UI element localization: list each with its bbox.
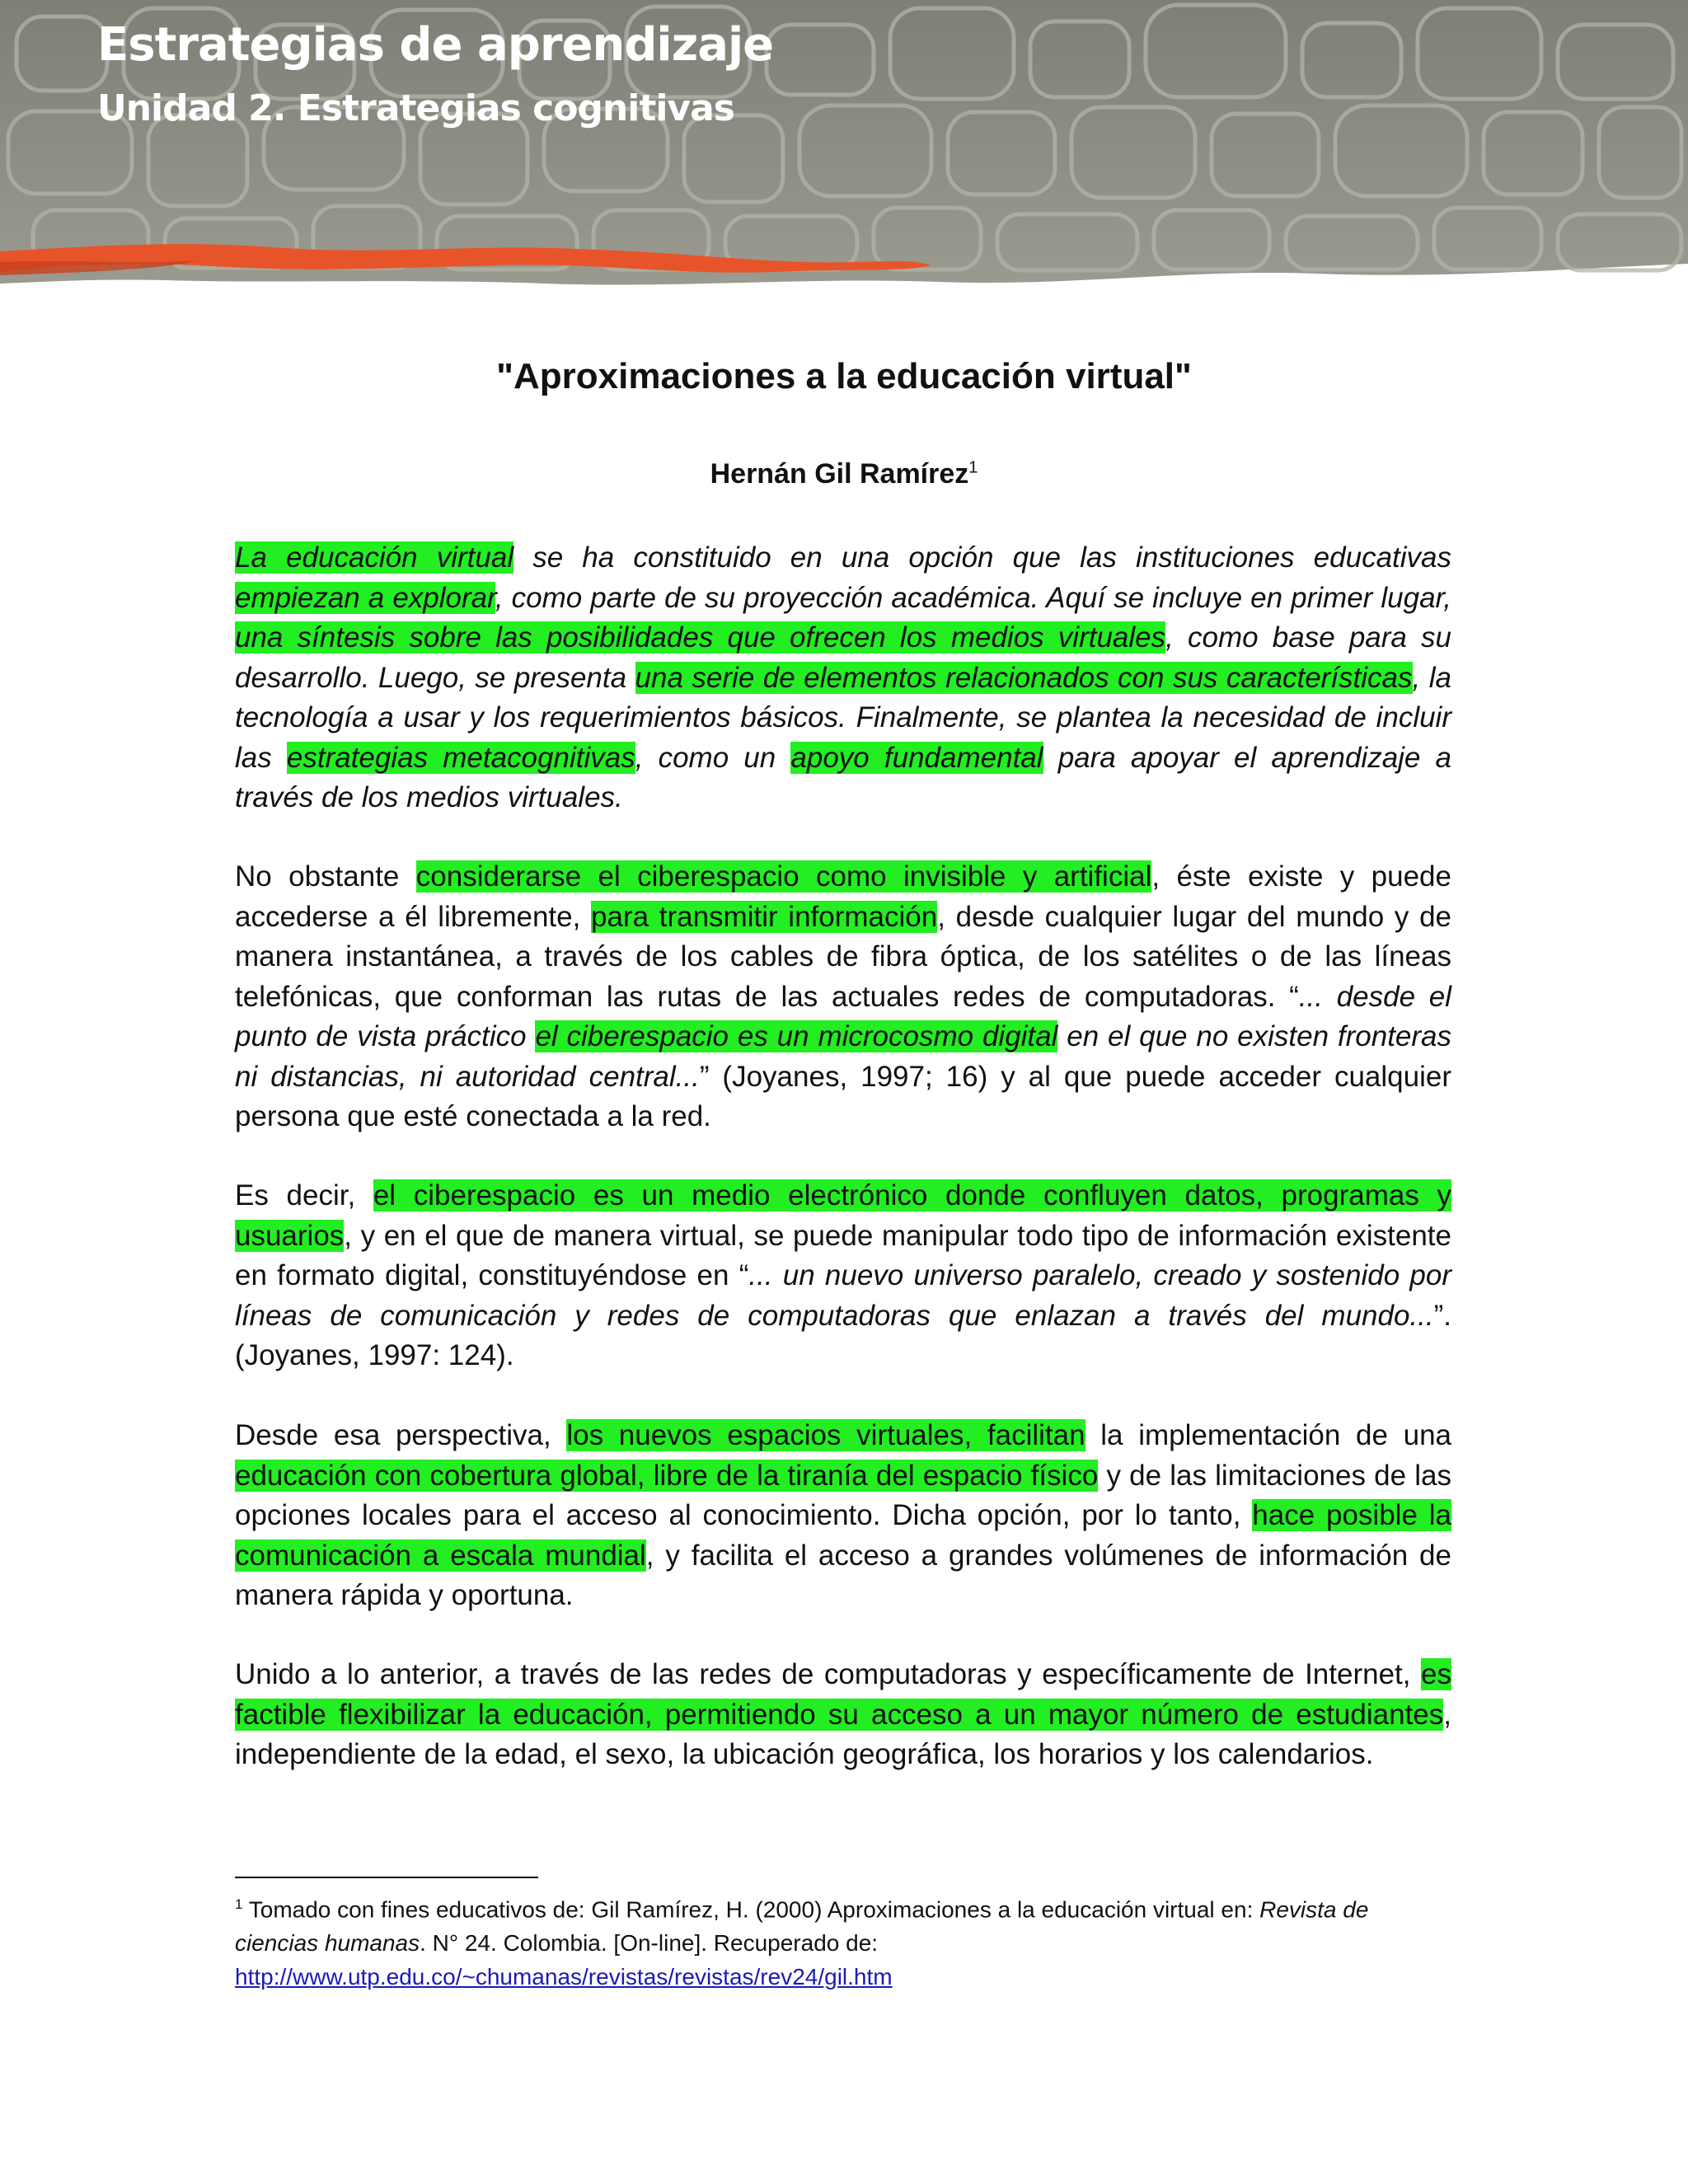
text-run: , éste existe y puede accederse a él libremente,: [235, 860, 1451, 933]
highlighted-text: hace posible la comunicación a escala mundial: [235, 1499, 1451, 1572]
highlighted-text: una serie de elementos relacionados con sus características: [635, 661, 1413, 694]
highlighted-text: los nuevos espacios virtuales, facilitan: [566, 1419, 1085, 1451]
text-run: , y en el que de manera virtual, se puede manipular todo tipo de información existente en formato digital, constituyéndose en “: [235, 1219, 1451, 1291]
author-line: [0, 458, 1688, 490]
footnote-text-end: . N° 24. Colombia. [On-line]. Recuperado de:: [420, 1930, 879, 1957]
text-run: y de las limitaciones de las opciones locales para el acceso al conocimiento. Dicha opción, por lo tanto,: [235, 1459, 1451, 1531]
text-run: ” (Joyanes, 1997; 16) y al que puede acceder cualquier persona que esté conectada a la red.: [235, 1060, 1451, 1132]
text-run: Desde esa perspectiva,: [235, 1419, 567, 1451]
abstract-paragraph: [235, 538, 1451, 818]
highlighted-text: estrategias metacognitivas: [286, 741, 635, 774]
paragraph-text: [235, 538, 1451, 818]
highlighted-text: el ciberespacio es un medio electrónico donde confluyen datos, programas y usuarios: [235, 1179, 1451, 1252]
author-name: Hernán Gil Ramírez: [710, 458, 969, 490]
footnote-text: Tomado con fines educativos de: Gil Ramírez, H. (2000) Aproximaciones a la educación virtual en:: [242, 1896, 1260, 1923]
text-run: ”. (Joyanes, 1997: 124).: [235, 1299, 1451, 1371]
text-run: , como un: [635, 741, 791, 774]
text-run: , como base para su desarrollo. Luego, se presenta: [235, 621, 1451, 694]
highlighted-text: considerarse el ciberespacio como invisible y artificial: [415, 860, 1152, 893]
text-run: , la tecnología a usar y los requerimientos básicos. Finalmente, se plantea la necesidad de incluir las: [235, 661, 1451, 774]
highlighted-text: La educación virtual: [235, 541, 514, 574]
text-run: , desde cualquier lugar del mundo y de manera instantánea, a través de los cables de fibra óptica, de los satélites o de las líneas telefónicas, que conforman las rutas de las actuales redes de computadoras. “: [235, 900, 1452, 1013]
highlighted-text: es factible flexibilizar la educación, permitiendo su acceso a un mayor número de estudiantes: [235, 1658, 1451, 1731]
text-run: se ha constituido en una opción que las instituciones educativas: [513, 541, 1451, 574]
text-run: la implementación de una: [1085, 1419, 1452, 1451]
highlighted-text: educación con cobertura global, libre de la tiranía del espacio físico: [235, 1459, 1099, 1492]
text-run: No obstante: [235, 860, 416, 893]
paragraph-text: [235, 1416, 1451, 1616]
author-footnote-marker: 1: [968, 458, 978, 477]
paragraph-text: [235, 1176, 1451, 1376]
text-run: Es decir,: [235, 1179, 373, 1212]
unit-title: Unidad 2. Estrategias cognitivas: [97, 87, 734, 129]
text-run: ... desde el punto de vista práctico: [235, 980, 1451, 1052]
highlighted-text: una síntesis sobre las posibilidades que ofrecen los medios virtuales: [235, 621, 1166, 654]
text-run: , como parte de su proyección académica. Aquí se incluye en primer lugar,: [495, 581, 1451, 614]
body-paragraph: [235, 1416, 1451, 1616]
highlighted-text: apoyo fundamental: [790, 741, 1043, 774]
footnote-marker: 1: [235, 1896, 243, 1912]
text-run: ... un nuevo universo paralelo, creado y sostenido por líneas de comunicación y redes de computadoras que enlazan a través del mundo...: [235, 1259, 1451, 1332]
text-run: en el que no existen fronteras ni distancias, ni autoridad central...: [235, 1020, 1452, 1093]
paragraph-text: [235, 857, 1451, 1137]
text-run: , y facilita el acceso a grandes volúmenes de información de manera rápida y oportuna.: [235, 1539, 1451, 1611]
body-paragraph: [235, 1176, 1451, 1376]
text-run: Unido a lo anterior, a través de las redes de computadoras y específicamente de Internet,: [235, 1658, 1422, 1690]
footnote-source: Revista de ciencias humanas: [235, 1896, 1369, 1957]
highlighted-text: empiezan a explorar: [235, 581, 495, 614]
body-paragraph: [235, 857, 1451, 1137]
article-title: "Aproximaciones a la educación virtual": [496, 356, 1192, 396]
course-title: Estrategias de aprendizaje: [97, 18, 774, 72]
footnote-link[interactable]: http://www.utp.edu.co/~chumanas/revistas/revistas/rev24/gil.htm: [235, 1964, 893, 1990]
highlighted-text: el ciberespacio es un microcosmo digital: [535, 1020, 1058, 1052]
paragraph-text: [235, 1655, 1451, 1775]
highlighted-text: para transmitir información: [591, 900, 938, 933]
text-run: para apoyar el aprendizaje a través de los medios virtuales.: [235, 741, 1452, 813]
footnote-separator: [235, 1877, 538, 1878]
footnote: [235, 1887, 1451, 1994]
header-banner: [0, 0, 1688, 297]
body-paragraph: [235, 1655, 1451, 1775]
text-run: , independiente de la edad, el sexo, la ubicación geográfica, los horarios y los calendarios.: [235, 1698, 1451, 1770]
